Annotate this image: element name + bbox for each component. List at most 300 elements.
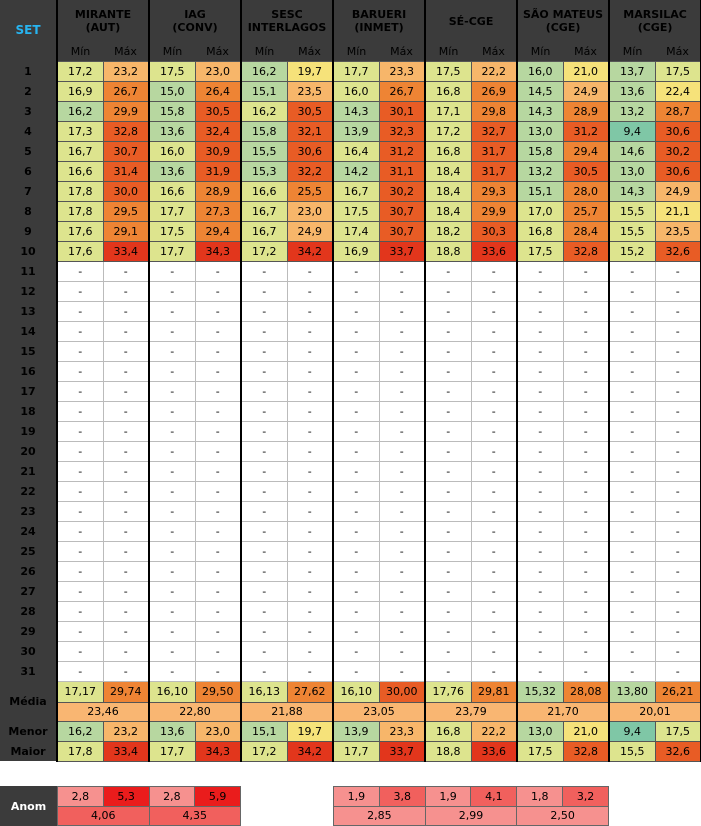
empty-cell: - (333, 541, 379, 561)
empty-cell: - (287, 621, 333, 641)
min-header: Mín (57, 42, 103, 61)
temp-cell: 13,6 (149, 121, 195, 141)
empty-cell: - (103, 661, 149, 681)
max-header: Máx (655, 42, 701, 61)
empty-cell: - (241, 361, 287, 381)
empty-cell: - (57, 501, 103, 521)
max-header: Máx (471, 42, 517, 61)
empty-cell: - (425, 461, 471, 481)
empty-cell: - (471, 481, 517, 501)
temp-cell: 29,8 (471, 101, 517, 121)
temp-cell: 32,3 (379, 121, 425, 141)
day-label: 2 (0, 81, 57, 101)
empty-cell: - (195, 641, 241, 661)
empty-cell: - (103, 621, 149, 641)
temp-cell: 16,8 (425, 141, 471, 161)
empty-cell: - (57, 401, 103, 421)
empty-cell: - (149, 401, 195, 421)
empty-cell: - (333, 501, 379, 521)
day-row (0, 541, 701, 561)
empty-cell: - (379, 381, 425, 401)
day-label: 26 (0, 561, 57, 581)
day-row (0, 601, 701, 621)
empty-cell: - (287, 361, 333, 381)
empty-cell: - (379, 261, 425, 281)
empty-cell: - (57, 621, 103, 641)
empty-cell: - (425, 641, 471, 661)
temp-cell: 30,7 (379, 221, 425, 241)
empty-cell: - (57, 541, 103, 561)
media-cell: 26,21 (655, 681, 701, 702)
empty-cell: - (103, 281, 149, 301)
day-label: 21 (0, 461, 57, 481)
empty-cell: - (195, 281, 241, 301)
temp-cell: 28,9 (195, 181, 241, 201)
empty-cell: - (379, 321, 425, 341)
empty-cell: - (471, 621, 517, 641)
day-label: 25 (0, 541, 57, 561)
empty-cell: - (149, 421, 195, 441)
temp-cell: 17,5 (425, 61, 471, 81)
empty-cell: - (563, 321, 609, 341)
empty-cell: - (563, 661, 609, 681)
temp-cell: 16,8 (517, 221, 563, 241)
day-label: 16 (0, 361, 57, 381)
empty-cell: - (103, 421, 149, 441)
day-row (0, 361, 701, 381)
temp-cell: 30,6 (655, 121, 701, 141)
temp-cell: 29,3 (471, 181, 517, 201)
empty-cell: - (103, 261, 149, 281)
temp-cell: 19,7 (287, 61, 333, 81)
empty-cell: - (149, 601, 195, 621)
empty-cell: - (149, 561, 195, 581)
empty-cell: - (149, 481, 195, 501)
empty-cell: - (655, 461, 701, 481)
empty-cell: - (57, 661, 103, 681)
day-row (0, 641, 701, 661)
maior-cell: 33,7 (379, 741, 425, 761)
day-label: 17 (0, 381, 57, 401)
temp-cell: 23,3 (379, 61, 425, 81)
temp-cell: 16,4 (333, 141, 379, 161)
day-label: 23 (0, 501, 57, 521)
temp-cell: 26,4 (195, 81, 241, 101)
empty-cell: - (287, 481, 333, 501)
empty-cell: - (609, 521, 655, 541)
empty-cell: - (655, 481, 701, 501)
maior-cell: 17,2 (241, 741, 287, 761)
empty-cell: - (609, 401, 655, 421)
empty-cell: - (563, 601, 609, 621)
temp-cell: 28,9 (563, 101, 609, 121)
temp-cell: 30,5 (195, 101, 241, 121)
empty-cell: - (609, 481, 655, 501)
day-label: 5 (0, 141, 57, 161)
empty-cell: - (195, 561, 241, 581)
empty-cell: - (563, 341, 609, 361)
temp-cell: 30,3 (471, 221, 517, 241)
empty-cell: - (57, 441, 103, 461)
temp-cell: 26,7 (103, 81, 149, 101)
temp-cell: 28,7 (655, 101, 701, 121)
empty-cell: - (655, 501, 701, 521)
temp-cell: 17,6 (57, 241, 103, 261)
anom-avg-cell: 2,85 (334, 806, 426, 826)
empty-cell: - (195, 541, 241, 561)
temp-cell: 30,9 (195, 141, 241, 161)
empty-cell: - (379, 481, 425, 501)
temp-cell: 16,7 (57, 141, 103, 161)
temp-cell: 30,2 (379, 181, 425, 201)
empty-cell: - (195, 501, 241, 521)
media-cell: 29,50 (195, 681, 241, 702)
station-header: SESC INTERLAGOS (241, 0, 333, 42)
maior-cell: 17,8 (57, 741, 103, 761)
empty-cell: - (655, 621, 701, 641)
day-row (0, 241, 701, 261)
media-cell: 16,10 (149, 681, 195, 702)
empty-cell: - (241, 581, 287, 601)
media-avg-cell: 21,70 (517, 702, 609, 721)
empty-cell: - (333, 641, 379, 661)
empty-cell: - (655, 341, 701, 361)
temp-cell: 16,6 (241, 181, 287, 201)
empty-cell: - (563, 361, 609, 381)
temp-cell: 15,8 (517, 141, 563, 161)
day-row (0, 321, 701, 341)
maior-cell: 33,4 (103, 741, 149, 761)
empty-cell: - (103, 441, 149, 461)
empty-cell: - (103, 541, 149, 561)
media-cell: 13,80 (609, 681, 655, 702)
empty-cell: - (517, 341, 563, 361)
empty-cell: - (425, 301, 471, 321)
empty-cell: - (425, 481, 471, 501)
max-header: Máx (379, 42, 425, 61)
empty-cell: - (655, 661, 701, 681)
empty-cell: - (563, 301, 609, 321)
empty-cell: - (103, 581, 149, 601)
temp-cell: 30,7 (379, 201, 425, 221)
temp-cell: 18,4 (425, 181, 471, 201)
temp-cell: 13,0 (517, 121, 563, 141)
media-cell: 16,13 (241, 681, 287, 702)
empty-cell: - (195, 321, 241, 341)
temp-cell: 31,7 (471, 161, 517, 181)
temp-cell: 23,5 (287, 81, 333, 101)
empty-cell: - (379, 621, 425, 641)
empty-cell: - (563, 521, 609, 541)
empty-cell: - (333, 381, 379, 401)
day-row (0, 81, 701, 101)
temp-cell: 32,7 (471, 121, 517, 141)
day-row (0, 61, 701, 81)
temp-cell: 16,0 (333, 81, 379, 101)
media-cell: 17,76 (425, 681, 471, 702)
day-label: 12 (0, 281, 57, 301)
empty-cell: - (425, 521, 471, 541)
menor-cell: 16,2 (57, 721, 103, 741)
empty-cell: - (471, 261, 517, 281)
media-label: Média (0, 681, 57, 721)
empty-cell: - (517, 301, 563, 321)
day-row (0, 661, 701, 681)
temp-cell: 16,0 (517, 61, 563, 81)
empty-cell: - (195, 521, 241, 541)
empty-cell: - (563, 541, 609, 561)
empty-cell: - (195, 581, 241, 601)
temp-cell: 16,2 (241, 61, 287, 81)
day-row (0, 301, 701, 321)
media-cell: 17,17 (57, 681, 103, 702)
empty-cell: - (287, 541, 333, 561)
temp-cell: 33,4 (103, 241, 149, 261)
station-header: SÉ-CGE (425, 0, 517, 42)
empty-cell: - (655, 421, 701, 441)
empty-cell: - (609, 621, 655, 641)
empty-cell: - (379, 301, 425, 321)
empty-cell: - (57, 301, 103, 321)
temp-cell: 31,1 (379, 161, 425, 181)
empty-cell: - (195, 461, 241, 481)
day-label: 27 (0, 581, 57, 601)
empty-cell: - (287, 501, 333, 521)
temp-cell: 18,4 (425, 201, 471, 221)
empty-cell: - (241, 601, 287, 621)
day-label: 22 (0, 481, 57, 501)
temp-cell: 24,9 (287, 221, 333, 241)
temp-cell: 16,2 (241, 101, 287, 121)
anom-cell: 2,8 (58, 787, 104, 807)
day-row (0, 441, 701, 461)
empty-cell: - (425, 581, 471, 601)
temp-cell: 17,1 (425, 101, 471, 121)
empty-cell: - (609, 381, 655, 401)
anom-left-block (57, 786, 241, 826)
temp-cell: 14,3 (333, 101, 379, 121)
empty-cell: - (287, 401, 333, 421)
temp-cell: 16,6 (149, 181, 195, 201)
set-header: SET (0, 0, 57, 61)
temp-cell: 26,7 (379, 81, 425, 101)
empty-cell: - (609, 501, 655, 521)
temp-cell: 29,9 (103, 101, 149, 121)
empty-cell: - (195, 361, 241, 381)
empty-cell: - (471, 581, 517, 601)
anom-cell: 5,9 (195, 787, 241, 807)
empty-cell: - (609, 661, 655, 681)
temp-cell: 17,5 (517, 241, 563, 261)
empty-cell: - (471, 561, 517, 581)
empty-cell: - (103, 341, 149, 361)
anom-right-block (333, 786, 609, 826)
menor-label: Menor (0, 721, 57, 741)
empty-cell: - (471, 321, 517, 341)
empty-cell: - (57, 641, 103, 661)
subheader-row (0, 42, 701, 61)
empty-cell: - (471, 461, 517, 481)
empty-cell: - (563, 421, 609, 441)
empty-cell: - (333, 281, 379, 301)
max-header: Máx (563, 42, 609, 61)
empty-cell: - (333, 521, 379, 541)
empty-cell: - (609, 441, 655, 461)
empty-cell: - (57, 381, 103, 401)
empty-cell: - (379, 501, 425, 521)
station-header: IAG (CONV) (149, 0, 241, 42)
empty-cell: - (241, 261, 287, 281)
empty-cell: - (379, 361, 425, 381)
temp-cell: 30,6 (655, 161, 701, 181)
empty-cell: - (425, 561, 471, 581)
temp-cell: 31,7 (471, 141, 517, 161)
media-cell: 28,08 (563, 681, 609, 702)
empty-cell: - (149, 521, 195, 541)
min-header: Mín (241, 42, 287, 61)
empty-cell: - (425, 341, 471, 361)
empty-cell: - (563, 581, 609, 601)
temp-cell: 28,0 (563, 181, 609, 201)
max-header: Máx (287, 42, 333, 61)
temp-cell: 32,2 (287, 161, 333, 181)
day-label: 10 (0, 241, 57, 261)
day-label: 20 (0, 441, 57, 461)
day-row (0, 621, 701, 641)
empty-cell: - (609, 341, 655, 361)
menor-cell: 23,2 (103, 721, 149, 741)
day-row (0, 401, 701, 421)
empty-cell: - (287, 321, 333, 341)
empty-cell: - (149, 641, 195, 661)
empty-cell: - (57, 481, 103, 501)
empty-cell: - (425, 261, 471, 281)
temp-cell: 30,5 (563, 161, 609, 181)
empty-cell: - (517, 281, 563, 301)
temp-cell: 13,7 (609, 61, 655, 81)
empty-cell: - (425, 541, 471, 561)
media-avg-cell: 23,46 (57, 702, 149, 721)
anom-cell: 1,9 (334, 787, 380, 807)
empty-cell: - (517, 421, 563, 441)
empty-cell: - (195, 421, 241, 441)
empty-cell: - (195, 261, 241, 281)
temp-cell: 21,0 (563, 61, 609, 81)
temp-cell: 31,4 (103, 161, 149, 181)
empty-cell: - (517, 581, 563, 601)
day-row (0, 181, 701, 201)
temp-cell: 32,8 (563, 241, 609, 261)
empty-cell: - (517, 661, 563, 681)
min-header: Mín (149, 42, 195, 61)
temp-cell: 30,7 (103, 141, 149, 161)
max-header: Máx (103, 42, 149, 61)
day-label: 28 (0, 601, 57, 621)
menor-cell: 21,0 (563, 721, 609, 741)
empty-cell: - (655, 301, 701, 321)
empty-cell: - (149, 261, 195, 281)
media-avg-cell: 23,79 (425, 702, 517, 721)
temp-cell: 15,5 (241, 141, 287, 161)
empty-cell: - (103, 321, 149, 341)
header-row (0, 0, 701, 42)
temp-cell: 16,7 (333, 181, 379, 201)
empty-cell: - (379, 461, 425, 481)
empty-cell: - (655, 541, 701, 561)
anom-cell: 3,2 (563, 787, 609, 807)
temp-cell: 15,0 (149, 81, 195, 101)
day-label: 13 (0, 301, 57, 321)
temp-cell: 29,4 (563, 141, 609, 161)
temp-cell: 30,1 (379, 101, 425, 121)
min-header: Mín (333, 42, 379, 61)
empty-cell: - (609, 561, 655, 581)
temp-cell: 14,3 (609, 181, 655, 201)
temp-cell: 30,0 (103, 181, 149, 201)
temp-cell: 31,2 (563, 121, 609, 141)
temp-cell: 16,7 (241, 201, 287, 221)
maior-cell: 33,6 (471, 741, 517, 761)
empty-cell: - (333, 461, 379, 481)
temp-cell: 32,6 (655, 241, 701, 261)
media-avg-cell: 21,88 (241, 702, 333, 721)
temp-cell: 14,2 (333, 161, 379, 181)
maior-cell: 34,2 (287, 741, 333, 761)
day-row (0, 201, 701, 221)
day-row (0, 461, 701, 481)
day-label: 9 (0, 221, 57, 241)
empty-cell: - (609, 321, 655, 341)
empty-cell: - (103, 461, 149, 481)
empty-cell: - (333, 581, 379, 601)
temp-cell: 33,6 (471, 241, 517, 261)
temp-cell: 15,8 (241, 121, 287, 141)
temp-cell: 17,5 (655, 61, 701, 81)
temp-cell: 30,2 (655, 141, 701, 161)
temp-cell: 15,1 (241, 81, 287, 101)
temp-cell: 30,5 (287, 101, 333, 121)
empty-cell: - (379, 661, 425, 681)
empty-cell: - (609, 361, 655, 381)
empty-cell: - (287, 561, 333, 581)
temp-cell: 16,0 (149, 141, 195, 161)
temp-cell: 32,4 (195, 121, 241, 141)
anom-cell: 1,8 (517, 787, 563, 807)
empty-cell: - (517, 501, 563, 521)
empty-cell: - (517, 261, 563, 281)
media-row (0, 681, 701, 702)
empty-cell: - (195, 381, 241, 401)
temp-cell: 31,2 (379, 141, 425, 161)
empty-cell: - (241, 501, 287, 521)
empty-cell: - (471, 301, 517, 321)
empty-cell: - (287, 521, 333, 541)
maior-cell: 17,7 (333, 741, 379, 761)
menor-cell: 13,0 (517, 721, 563, 741)
temp-cell: 15,2 (609, 241, 655, 261)
menor-cell: 13,9 (333, 721, 379, 741)
empty-cell: - (563, 381, 609, 401)
empty-cell: - (379, 441, 425, 461)
maior-cell: 32,6 (655, 741, 701, 761)
temp-cell: 33,7 (379, 241, 425, 261)
empty-cell: - (609, 641, 655, 661)
empty-cell: - (425, 621, 471, 641)
temp-cell: 32,1 (287, 121, 333, 141)
temp-cell: 15,5 (609, 221, 655, 241)
empty-cell: - (241, 421, 287, 441)
maior-cell: 34,3 (195, 741, 241, 761)
